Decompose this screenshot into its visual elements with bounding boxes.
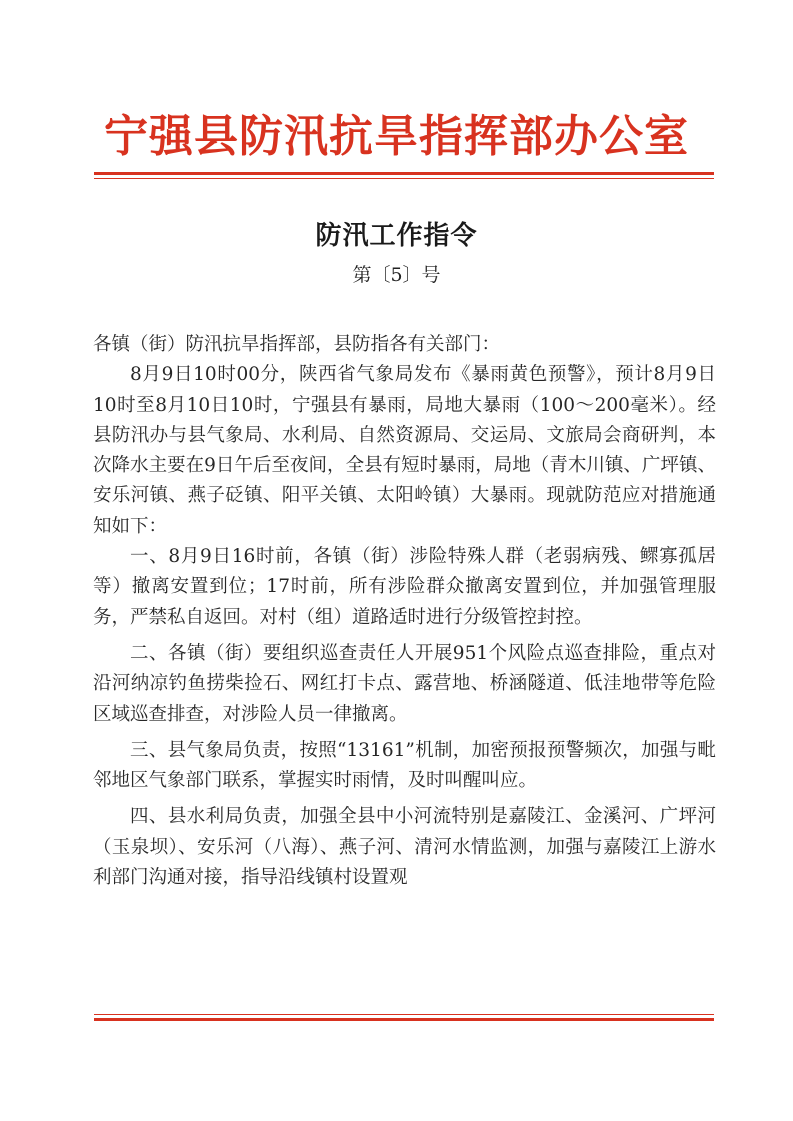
letterhead: 宁强县防汛抗旱指挥部办公室 <box>104 111 689 162</box>
letterhead-rule-thin <box>94 178 714 179</box>
salutation: 各镇（街）防汛抗旱指挥部，县防指各有关部门： <box>93 334 501 355</box>
document-number: 第〔5〕号 <box>352 264 441 286</box>
document-title: 防汛工作指令 <box>315 221 478 251</box>
footer-rule-thin <box>94 1014 714 1015</box>
instruction-item-1: 一、8月9日16时前，各镇（街）涉险特殊人群（老弱病残、鳏寡孤居等）撤离安置到位；17时前，所有涉险群众撤离安置到位，并加强管理服务，严禁私自返回。对村（组）道路适时进行分级管控封控。 <box>93 546 716 628</box>
document-body <box>93 330 716 899</box>
letterhead-rule-thick <box>94 172 714 175</box>
instruction-item-4: 四、县水利局负责，加强全县中小河流特别是嘉陵江、金溪河、广坪河（玉泉坝）、安乐河（八海）、燕子河、清河水情监测，加强与嘉陵江上游水利部门沟通对接，指导沿线镇村设置观 <box>93 806 716 889</box>
instruction-item-2: 二、各镇（街）要组织巡查责任人开展951个风险点巡查排险，重点对沿河纳凉钓鱼捞柴捡石、网红打卡点、露营地、桥涵隧道、低洼地带等危险区域巡查排查，对涉险人员一律撤离。 <box>93 642 716 725</box>
footer-rule-thick <box>94 1018 714 1021</box>
intro-paragraph: 8月9日10时00分，陕西省气象局发布《暴雨黄色预警》，预计8月9日10时至8月10日10时，宁强县有暴雨，局地大暴雨（100～200毫米）。经县防汛办与县气象局、水利局、自然资源局、交运局、文旅局会商研判，本次降水主要在9日午后至夜间，全县有短时暴雨，局地（青木川镇、广坪镇、安乐河镇、燕子砭镇、阳平关镇、太阳岭镇）大暴雨。现就防范应对措施通知如下： <box>93 364 716 537</box>
instruction-item-3: 三、县气象局负责，按照“13161”机制，加密预报预警频次，加强与毗邻地区气象部门联系，掌握实时雨情，及时叫醒叫应。 <box>93 739 716 792</box>
